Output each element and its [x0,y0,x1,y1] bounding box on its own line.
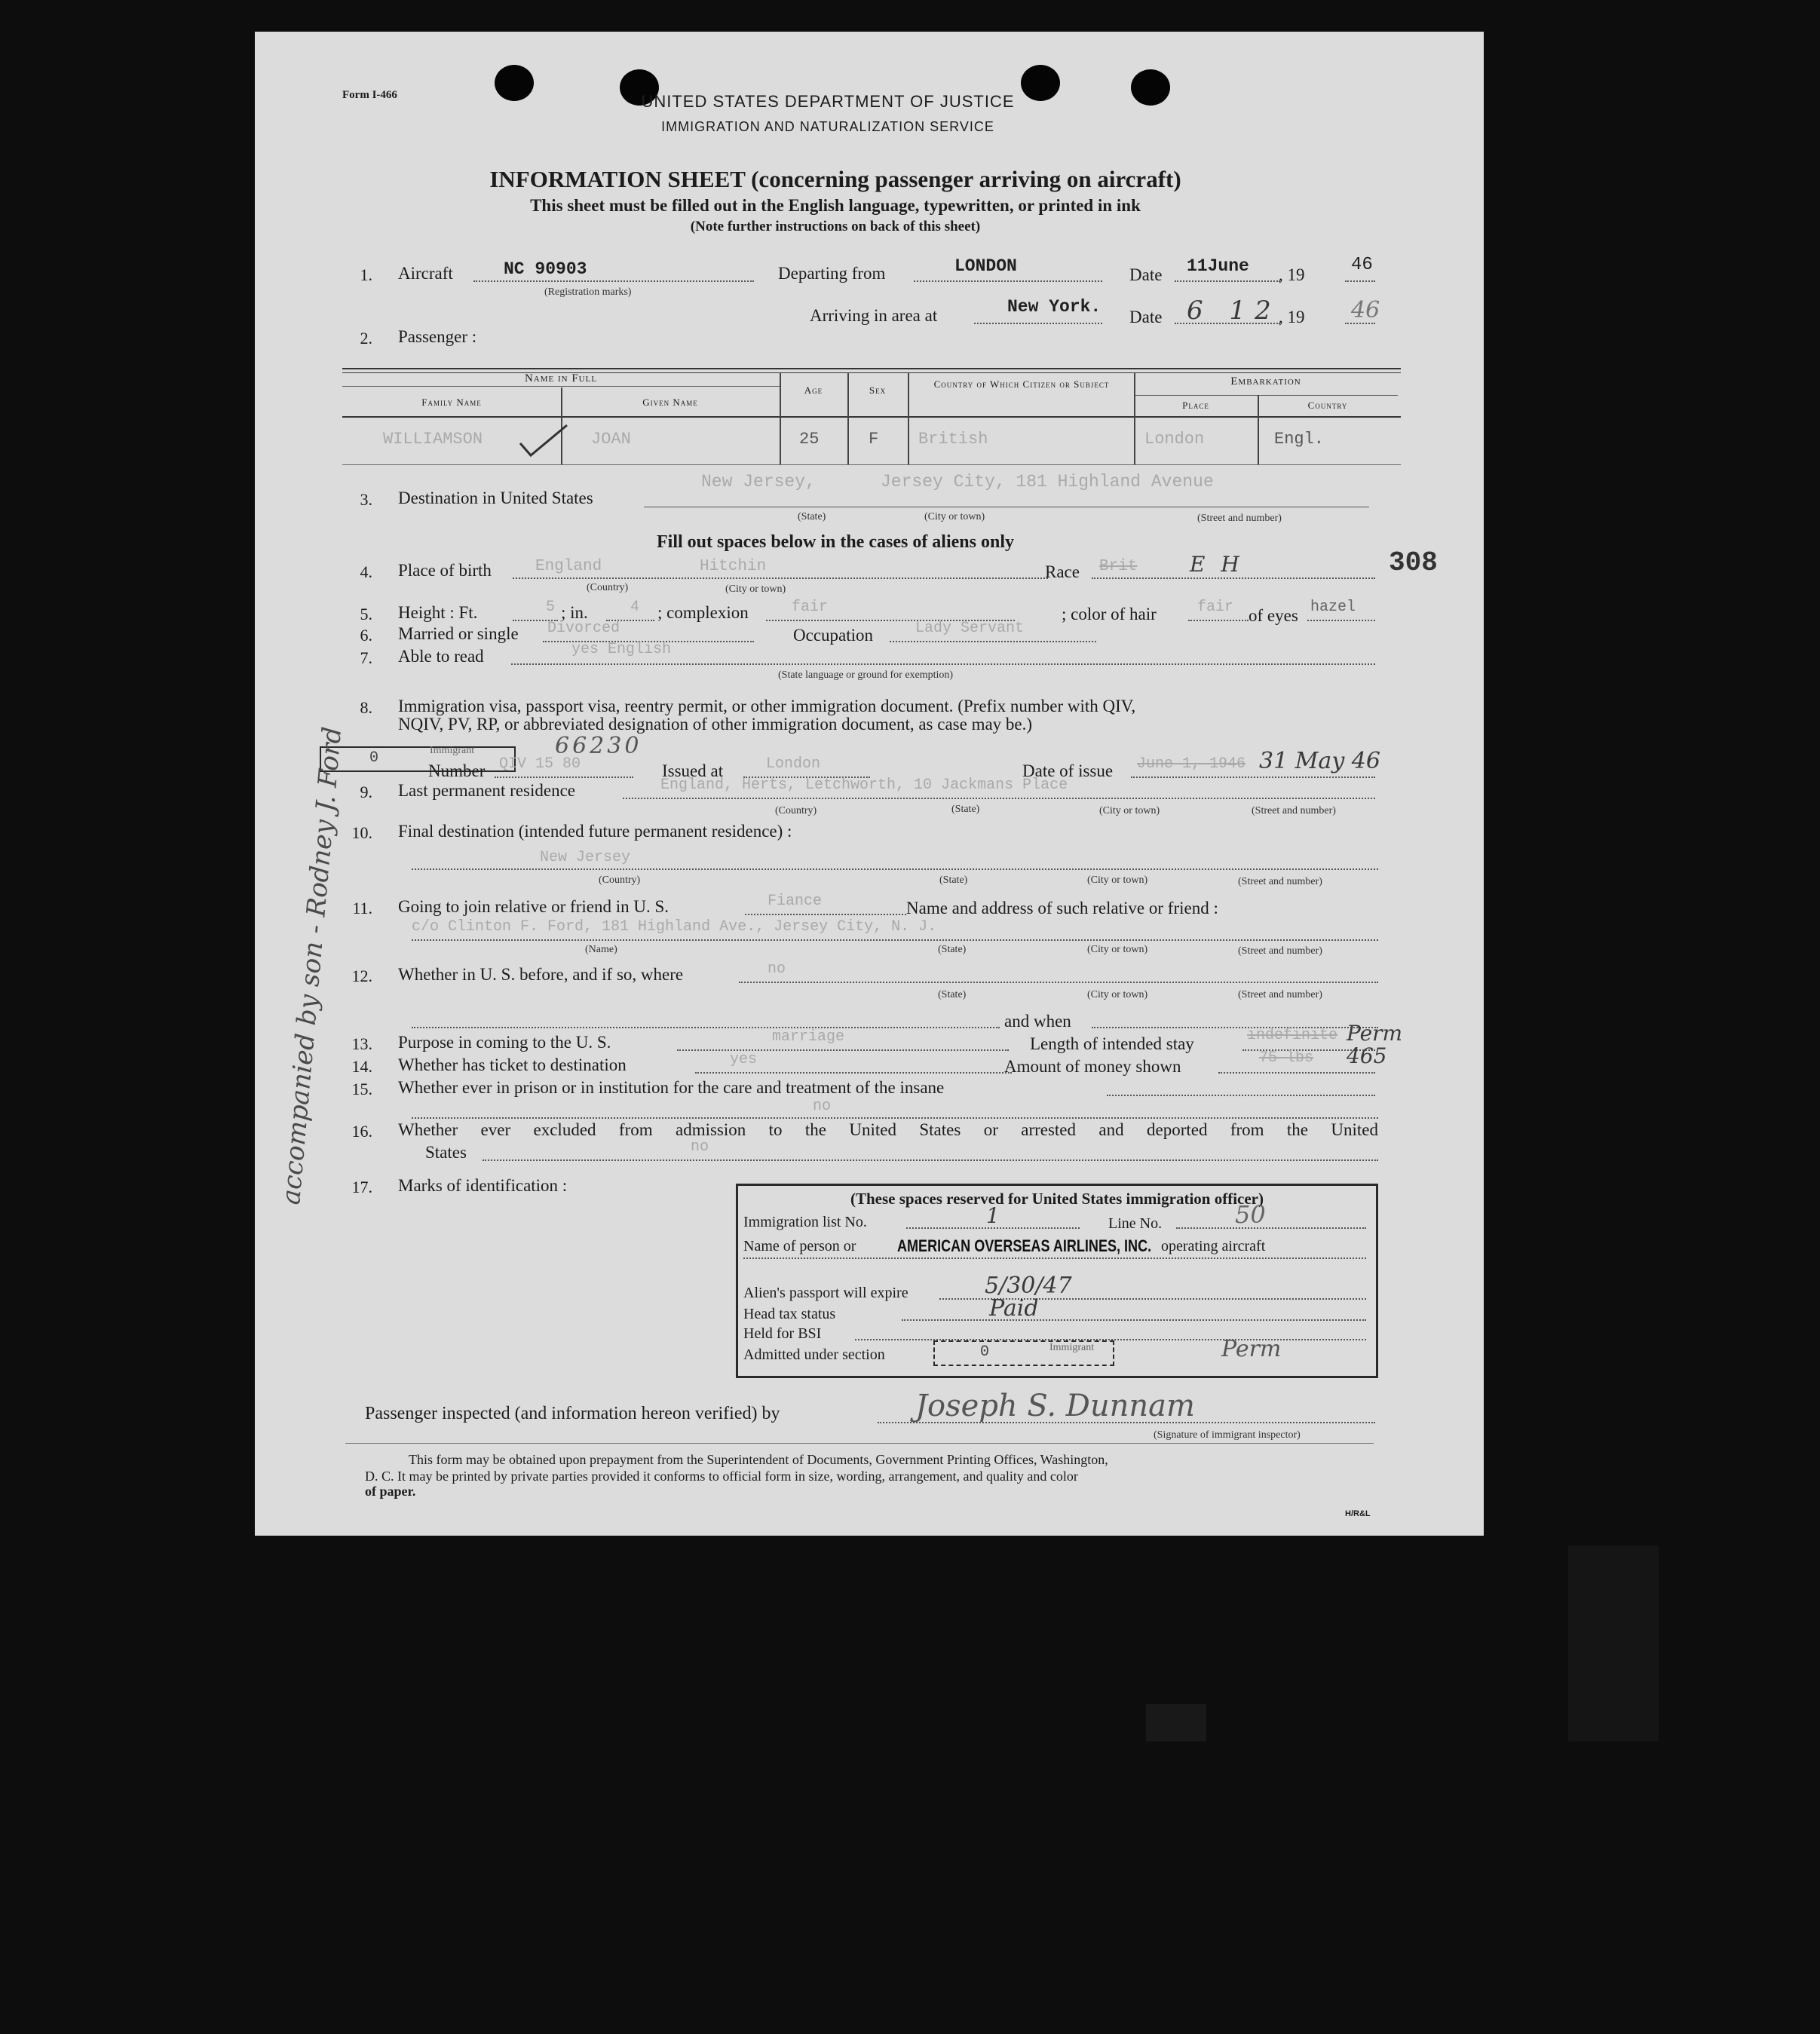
and-when-label: and when [1004,1012,1071,1031]
read-label: Able to read [398,647,484,666]
inspection-label: Passenger inspected (and information hereon verified) by [365,1404,780,1423]
item-number: 15. [351,1080,372,1098]
admitted-code: 0 [980,1343,990,1361]
item-number: 11. [352,899,372,917]
name-caption: (Name) [585,944,617,955]
issued-label: Issued at [662,761,724,780]
stamp-number: 308 [1389,547,1438,578]
inches-label: ; in. [561,603,588,622]
final-destination-label: Final destination (intended future permanent residence) : [398,822,792,841]
state-caption: (State) [798,511,826,522]
arriving-value: New York. [1007,297,1101,317]
form-subtitle: This sheet must be filled out in the English language, typewritten, or printed in ink [530,196,1141,215]
head-tax-label: Head tax status [743,1306,836,1322]
read-caption: (State language or ground for exemption) [778,669,954,681]
aircraft-value: NC 90903 [504,259,587,279]
bsi-label: Held for BSI [743,1325,822,1342]
form-note: (Note further instructions on back of this sheet) [690,219,981,234]
money-handwritten: 465 [1347,1043,1387,1068]
country-caption: (Country) [775,805,817,816]
age-header: Age [804,384,823,396]
operator-label-2: operating aircraft [1161,1238,1266,1254]
admitted-stamp [933,1340,1114,1366]
street-caption: (Street and number) [1238,876,1322,887]
stamp-word: Immigrant [430,745,475,756]
complexion-label: ; complexion [657,603,749,622]
ticket-label: Whether has ticket to destination [398,1055,627,1074]
item-number: 16. [351,1122,372,1141]
year-prefix: , 19 [1279,265,1305,284]
complexion-value: fair [792,599,829,616]
scan-shadow [1568,1545,1659,1741]
item-number: 5. [360,605,372,623]
department-name: UNITED STATES DEPARTMENT OF JUSTICE [641,92,1015,111]
issued-at-value: London [766,755,821,773]
state-caption: (State) [938,944,967,955]
footer-line2: D. C. It may be printed by private parties provided it conforms to official form in size, wording, arrangement, and quality and color [365,1469,1078,1484]
date-of-issue-handwritten: 31 May 46 [1259,748,1380,774]
signature-caption: (Signature of immigrant inspector) [1154,1429,1301,1441]
city-caption: (City or town) [1087,875,1148,886]
street-caption: (Street and number) [1238,945,1322,957]
head-tax-value: Paid [989,1295,1039,1322]
service-name: IMMIGRATION AND NATURALIZATION SERVICE [661,119,994,134]
departure-year: 46 [1351,255,1373,275]
date-of-issue-typed: June 1, 1946 [1137,755,1246,773]
operator-label: Name of person or [743,1238,856,1254]
item-number: 1. [360,265,372,284]
sex-header: Sex [869,384,887,396]
embarkation-country-value: Engl. [1274,430,1325,449]
footer-line3: of paper. [365,1484,416,1499]
fill-line [473,280,754,282]
number-label: Number [428,761,486,780]
year-prefix: , 19 [1279,308,1305,326]
arrival-date: 6 12 [1187,296,1280,326]
punch-hole [1131,69,1170,106]
embarkation-place-value: London [1144,430,1205,449]
checkmark-icon [517,422,570,460]
street-caption: (Street and number) [1197,513,1282,524]
item-number: 3. [360,490,372,509]
arrival-year: 46 [1351,297,1380,323]
city-caption: (City or town) [924,511,985,522]
list-no-label: Immigration list No. [743,1214,867,1230]
departure-date: 11June [1187,256,1249,276]
fill-line [1345,280,1375,282]
passenger-label: Passenger : [398,327,477,346]
form-title: INFORMATION SHEET (concerning passenger arriving on aircraft) [489,166,1181,192]
height-inches: 4 [630,599,640,616]
money-typed: 75 lbs [1259,1049,1314,1067]
eyes-label: of eyes [1249,606,1298,625]
fill-line [513,577,1048,579]
place-header: Place [1182,400,1209,411]
item-number: 2. [360,329,372,348]
stay-label: Length of intended stay [1030,1034,1194,1053]
age-value: 25 [799,430,820,449]
height-feet: 5 [546,599,556,616]
city-caption: (City or town) [725,584,786,595]
sex-value: F [869,430,879,449]
excluded-value: no [691,1138,709,1156]
family-name-header: Family Name [421,397,482,408]
occupation-value: Lady Servant [915,620,1025,637]
immigrant-stamp [320,746,516,772]
line-no-value: 50 [1235,1200,1266,1229]
city-caption: (City or town) [1099,805,1160,816]
country-caption: (Country) [599,875,641,886]
purpose-label: Purpose in coming to the U. S. [398,1033,611,1052]
state-caption: (State) [951,804,980,815]
item-number: 6. [360,626,372,645]
passport-expire-value: 5/30/47 [985,1273,1072,1299]
fill-line [914,280,1102,282]
visa-hand-number: 66230 [555,733,642,759]
embarkation-country-header: Country [1307,400,1348,411]
fill-line [974,323,1102,324]
fill-line [1092,577,1375,579]
ticket-value: yes [730,1051,758,1068]
margin-note: accompanied by son - Rodney J. Ford [276,725,348,1206]
item-number: 17. [351,1178,372,1196]
admitted-label: Admitted under section [743,1346,885,1363]
birth-city: Hitchin [700,558,767,575]
prison-value: no [813,1098,832,1115]
family-name-value: WILLIAMSON [383,430,483,449]
residence-value: England, Herts, Letchworth, 10 Jackmans Place [660,777,1068,794]
item-number: 14. [351,1057,372,1076]
item-number: 4. [360,562,372,581]
street-caption: (Street and number) [1238,989,1322,1000]
aircraft-label: Aircraft [398,264,453,283]
excluded-label: Whether ever excluded from admission to the United States or arrested and deported from the United [398,1120,1378,1139]
relation-value: Fiance [768,893,823,910]
departing-label: Departing from [778,264,886,283]
footer-line1: This form may be obtained upon prepayment from the Superintendent of Documents, Government Printing Offices, Washington, [409,1452,1108,1467]
registration-caption: (Registration marks) [544,286,632,298]
citizen-value: British [918,430,988,449]
visa-number: QIV 15 80 [499,755,581,773]
join-relative-label: Going to join relative or friend in U. S. [398,897,669,916]
printer-code: H/R&L [1345,1509,1371,1518]
occupation-label: Occupation [793,626,874,645]
state-caption: (State) [938,989,967,1000]
item-number: 9. [360,783,372,801]
birthplace-label: Place of birth [398,561,492,580]
line-no-label: Line No. [1108,1215,1163,1232]
identification-label: Marks of identification : [398,1176,568,1195]
street-caption: (Street and number) [1252,805,1336,816]
date-of-issue-label: Date of issue [1022,761,1114,780]
scan-shadow [1146,1704,1206,1741]
marital-value: Divorced [547,620,620,637]
item-number: 10. [351,823,372,842]
final-destination-value: New Jersey [540,849,631,866]
citizen-country-header: Country of Which Citizen or Subject [933,378,1110,390]
relative-address-value: c/o Clinton F. Ford, 181 Highland Ave., Jersey City, N. J. [412,918,937,936]
given-name-value: JOAN [591,430,631,449]
money-label: Amount of money shown [1004,1057,1181,1076]
hair-label: ; color of hair [1062,605,1157,623]
destination-state: New Jersey, [701,472,816,492]
birth-country: England [535,558,602,575]
residence-label: Last permanent residence [398,781,575,800]
stay-handwritten: Perm [1347,1021,1403,1046]
date-label: Date [1129,265,1163,284]
visa-text-line1: Immigration visa, passport visa, reentry permit, or other immigration document. (Prefix number with QIV, [398,697,1136,715]
airline-stamp: AMERICAN OVERSEAS AIRLINES, INC. [897,1236,1152,1255]
aliens-heading: Fill out spaces below in the cases of aliens only [656,532,1014,552]
race-label: Race [1045,562,1080,581]
form-number: Form I-466 [342,89,397,101]
visa-text-line2: NQIV, PV, RP, or abbreviated designation of other immigration document, as case may be.) [398,715,1033,734]
item-number: 12. [351,966,372,985]
item-number: 7. [360,648,372,667]
state-caption: (State) [939,875,968,886]
departing-value: LONDON [954,256,1017,276]
eyes-value: hazel [1310,599,1356,616]
city-caption: (City or town) [1087,989,1148,1000]
race-handwritten: E H [1190,552,1244,577]
admitted-handwritten: Perm [1221,1336,1282,1362]
list-no-value: 1 [986,1203,1000,1228]
purpose-value: marriage [772,1028,845,1046]
arrival-date-label: Date [1129,308,1163,326]
height-label: Height : Ft. [398,603,478,622]
fill-line [1175,280,1280,282]
country-caption: (Country) [587,582,629,593]
relative-name-label: Name and address of such relative or friend : [906,899,1218,917]
item-number: 8. [360,698,372,717]
inspector-signature: Joseph S. Dunnam [915,1389,1195,1423]
previous-visit-label: Whether in U. S. before, and if so, where [398,965,684,984]
punch-hole [495,65,534,101]
prison-label: Whether ever in prison or in institution for the care and treatment of the insane [398,1078,945,1097]
form-sheet [255,32,1484,1536]
stay-typed: indefinite [1247,1027,1338,1044]
passport-expire-label: Alien's passport will expire [743,1285,908,1301]
excluded-label-2: States [425,1143,467,1162]
item-number: 13. [351,1034,372,1053]
fill-line [1345,323,1375,324]
stamp-code: 0 [369,749,379,767]
marital-label: Married or single [398,624,519,643]
given-name-header: Given Name [642,397,698,408]
name-in-full-header: Name in Full [524,372,598,384]
arriving-label: Arriving in area at [810,306,938,325]
city-caption: (City or town) [1087,944,1148,955]
destination-city-street: Jersey City, 181 Highland Avenue [881,472,1214,492]
hair-value: fair [1197,599,1234,616]
destination-label: Destination in United States [398,489,593,507]
read-value: yes English [571,641,672,658]
embarkation-header: Embarkation [1230,375,1301,388]
race-typed: Brit [1099,558,1138,575]
admitted-word: Immigrant [1049,1342,1095,1353]
officer-heading: (These spaces reserved for United States immigration officer) [850,1190,1264,1208]
previous-visit-value: no [768,960,786,978]
